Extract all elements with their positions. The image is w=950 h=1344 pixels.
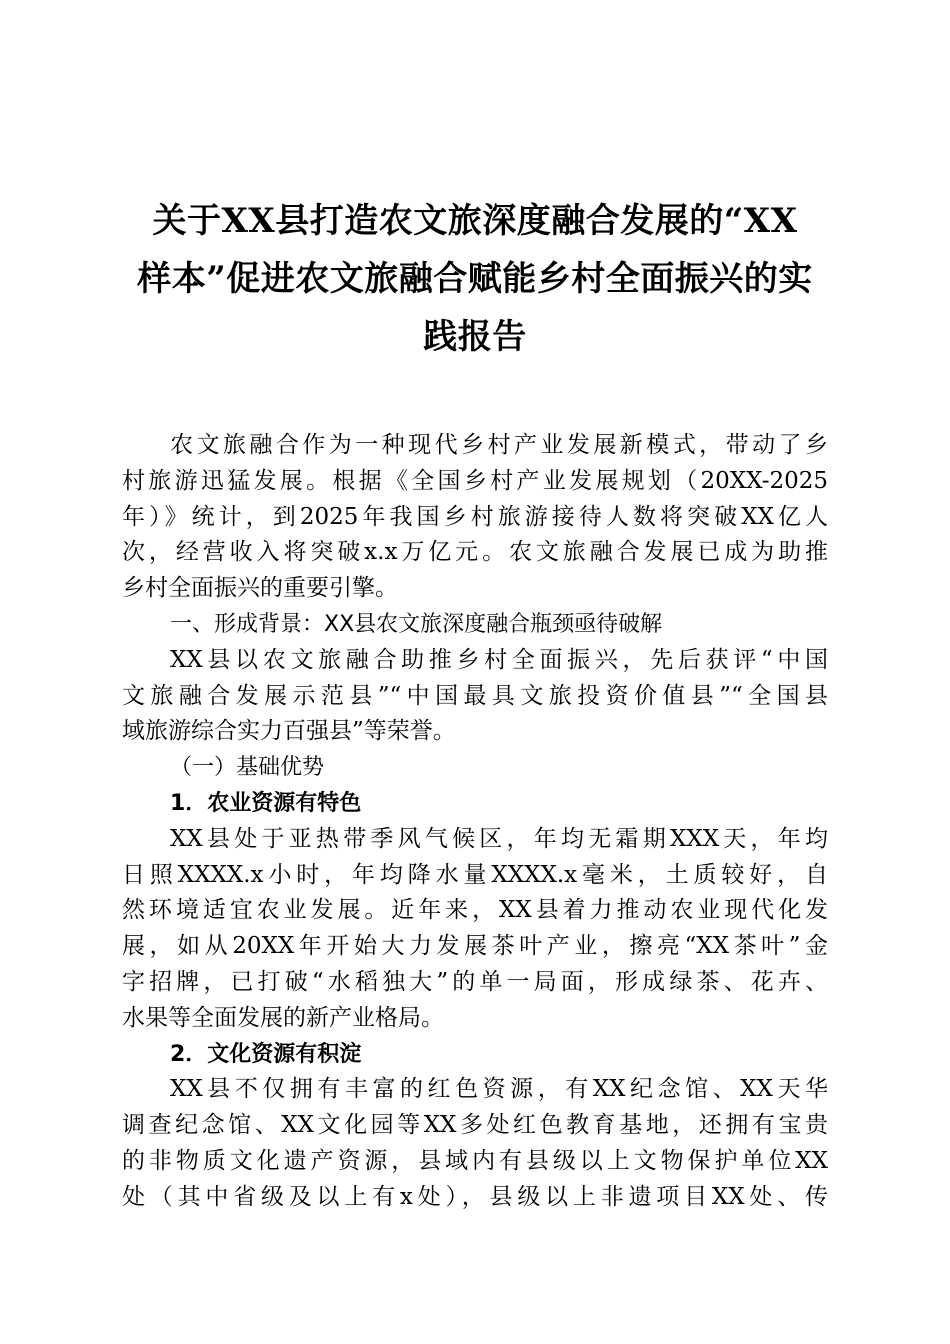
item1-heading: 1．农业资源有特色 xyxy=(170,790,362,816)
title-line-3: 践报告 xyxy=(423,317,527,357)
item2-paragraph xyxy=(122,1072,828,1215)
item1-line-4: 展，如从20XX年开始大力发展茶叶产业，擦亮“XX茶叶”金 xyxy=(122,933,828,960)
section1-line-1: XX县以农文旅融合助推乡村全面振兴，先后获评“中国 xyxy=(170,646,828,673)
item1-line-6: 水果等全面发展的新产业格局。 xyxy=(122,1004,444,1031)
item2-line-1: XX县不仅拥有丰富的红色资源，有XX纪念馆、XX天华 xyxy=(170,1076,828,1103)
item2-line-2: 调查纪念馆、XX文化园等XX多处红色教育基地，还拥有宝贵 xyxy=(122,1112,828,1139)
intro-line-5: 乡村全面振兴的重要引擎。 xyxy=(122,575,398,602)
item1-line-2: 日照XXXX.x小时，年均降水量XXXX.x毫米，土质较好，自 xyxy=(122,861,828,888)
item2-heading: 2．文化资源有积淀 xyxy=(170,1041,362,1067)
document-body xyxy=(122,428,828,1216)
intro-paragraph xyxy=(122,428,828,607)
title-line-2: 样本”促进农文旅融合赋能乡村全面振兴的实 xyxy=(137,259,813,299)
subsection1-heading: （一）基础优势 xyxy=(170,755,325,781)
intro-line-3: 年）》统计，到2025年我国乡村旅游接待人数将突破XX亿人 xyxy=(122,503,828,530)
item1-paragraph xyxy=(122,822,828,1037)
item1-line-1: XX县处于亚热带季风气候区，年均无霜期XXX天，年均 xyxy=(170,825,828,852)
item2-line-4: 处（其中省级及以上有x处），县级以上非遗项目XX处、传 xyxy=(122,1183,828,1210)
section1-line-2: 文旅融合发展示范县”“中国最具文旅投资价值县”“全国县 xyxy=(122,682,828,709)
section1-heading: 一、形成背景：XX县农文旅深度融合瓶颈亟待破解 xyxy=(170,611,663,637)
item1-line-3: 然环境适宜农业发展。近年来，XX县着力推动农业现代化发 xyxy=(122,897,828,924)
intro-line-2: 村旅游迅猛发展。根据《全国乡村产业发展规划（20XX-2025 xyxy=(122,467,828,494)
intro-line-1: 农文旅融合作为一种现代乡村产业发展新模式，带动了乡 xyxy=(170,432,828,458)
item1-line-5: 字招牌，已打破“水稻独大”的单一局面，形成绿茶、花卉、 xyxy=(122,968,828,995)
intro-line-4: 次，经营收入将突破x.x万亿元。农文旅融合发展已成为助推 xyxy=(122,539,828,566)
item2-line-3: 的非物质文化遗产资源，县域内有县级以上文物保护单位XX xyxy=(122,1147,828,1174)
section1-line-3: 域旅游综合实力百强县”等荣誉。 xyxy=(122,718,456,745)
title-line-1: 关于XX县打造农文旅深度融合发展的“XX xyxy=(152,201,798,241)
section1-paragraph xyxy=(122,643,828,750)
document-title xyxy=(110,192,840,366)
